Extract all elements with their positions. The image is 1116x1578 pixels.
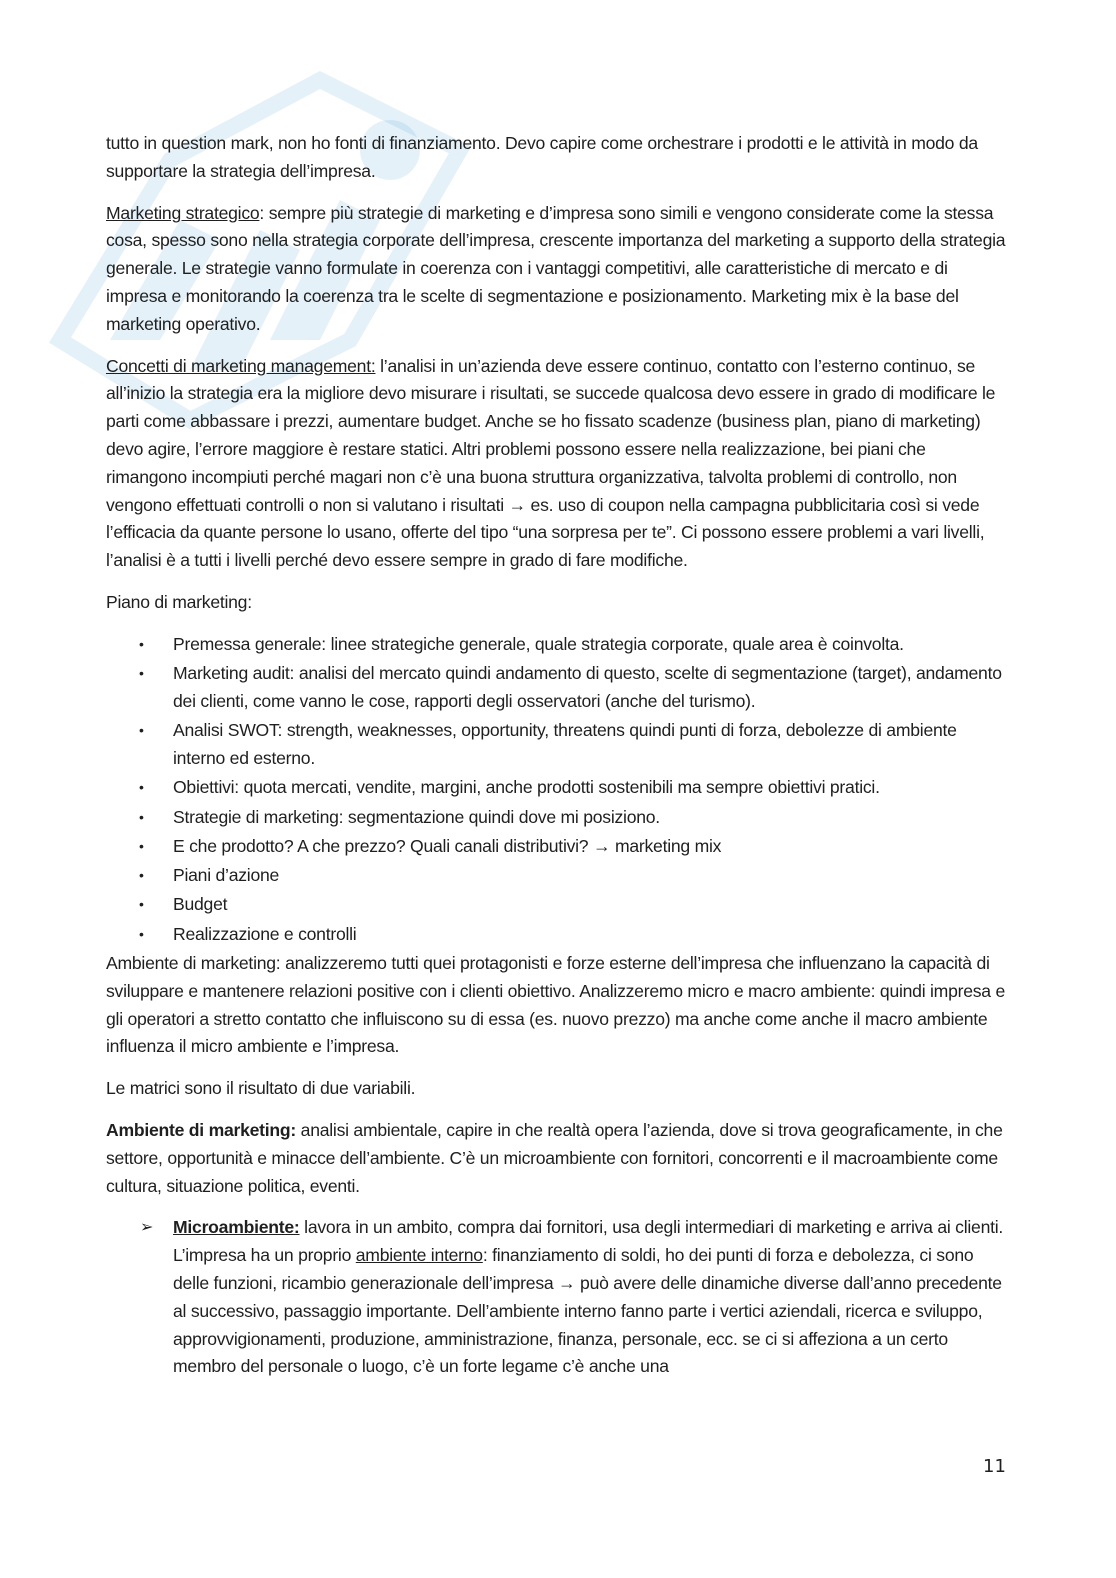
list-item: • Analisi SWOT: strength, weaknesses, opportunity, threatens quindi punti di forza, debolezze di ambiente interno ed esterno. xyxy=(106,717,1011,773)
list-item: • Premessa generale: linee strategiche generale, quale strategia corporate, quale area è coinvolta. xyxy=(106,631,1011,659)
bullet-icon: • xyxy=(139,665,144,682)
arrow-right-icon: → xyxy=(508,494,526,515)
marketing-management-heading: Concetti di marketing management: xyxy=(106,355,376,376)
bullet-icon: • xyxy=(139,925,144,942)
list-item: • Realizzazione e controlli xyxy=(106,921,1011,949)
marketing-plan-list xyxy=(106,631,1011,949)
bullet-icon: • xyxy=(139,808,144,825)
internal-environment-paragraph: L’impresa ha un proprio ambiente interno: finanziamento di soldi, ho dei punti di forza e debolezza, ci sono delle funzioni, ricambio generazionale dell’impresa → può avere delle dinamiche diverse dall’anno precedente al successivo, passaggio importante. Dell’ambiente interno fanno parte i vertici aziendali, ricerca e sviluppo, approvvigionamenti, produzione, amministrazione, finanza, personale, ecc. se ci si affeziona a un certo membro del personale o luogo, c’è un forte legame c’è anche una xyxy=(173,1245,1002,1377)
bullet-icon: • xyxy=(139,896,144,913)
marketing-environment-paragraph xyxy=(106,1117,1011,1200)
marketing-plan-heading: Piano di marketing: xyxy=(106,591,252,612)
microenvironment-heading: Microambiente: xyxy=(173,1217,300,1238)
matrices-paragraph: Le matrici sono il risultato di due variabili. xyxy=(106,1078,416,1099)
page-number: 11 xyxy=(983,1456,1006,1477)
list-item: • Budget xyxy=(106,891,1011,919)
marketing-management-text: l’analisi in un’azienda deve essere continuo, contatto con l’esterno continuo, se all’inizio la strategia era la migliore devo misurare i risultati, se succede qualcosa devo essere in grado di modificare le parti come abbassare i prezzi, aumentare budget. Anche se ho fissato scadenze (business plan, piano di marketing) devo agire, l’errore maggiore è restare statici. Altri problemi possono essere nella realizzazione, bei piani che rimangono incompiuti perché magari non c’è una buona struttura organizzativa, talvolta problemi di controllo, non vengono effettuati controlli o non si valutano i risultati xyxy=(106,355,996,515)
list-item: • Strategie di marketing: segmentazione quindi dove mi posiziono. xyxy=(106,804,1011,832)
internal-environment-term: ambiente interno xyxy=(355,1245,483,1266)
bullet-icon: • xyxy=(139,722,144,739)
arrow-right-icon: → xyxy=(558,1272,576,1293)
list-item: • E che prodotto? A che prezzo? Quali canali distributivi? → marketing mix xyxy=(106,833,1011,861)
microenvironment-intro xyxy=(173,1214,1011,1242)
microenvironment-text: lavora in un ambito, compra dai fornitori, usa degli intermediari di marketing e arriva ai clienti. xyxy=(299,1217,1004,1238)
list-item: • Marketing audit: analisi del mercato quindi andamento di questo, scelte di segmentazione (target), andamento dei clienti, come vanno le cose, rapporti degli osservatori (anche del turismo). xyxy=(106,660,1011,716)
bullet-icon: • xyxy=(139,837,144,854)
bullet-icon: • xyxy=(139,635,144,652)
marketing-environment-text: analisi ambientale, capire in che realtà opera l’azienda, dove si trova geograficamente, in che settore, opportunità e minacce dell’ambiente. C’è un microambiente con fornitori, concorrenti e il macroambiente come cultura, situazione politica, eventi. xyxy=(106,1120,1003,1196)
bullet-icon: • xyxy=(139,779,144,796)
list-item: • Piani d’azione xyxy=(106,862,1011,890)
list-item: • Obiettivi: quota mercati, vendite, margini, anche prodotti sostenibili ma sempre obiettivi pratici. xyxy=(106,774,1011,802)
microenvironment-section xyxy=(106,1214,1011,1381)
page-content xyxy=(106,130,1011,1381)
strategic-marketing-heading: Marketing strategico xyxy=(106,202,260,223)
strategic-marketing-text: : sempre più strategie di marketing e d’impresa sono simili e vengono considerate come la stessa cosa, spesso sono nella strategia corporate dell’impresa, crescente importanza del marketing a supporto della strategia generale. Le strategie vanno formulate in coerenza con i vantaggi competitivi, alle caratteristiche di mercato e di impresa e monitorando la coerenza tra le scelte di segmentazione e posizionamento. Marketing mix è la base del marketing operativo. xyxy=(106,202,1006,334)
marketing-management-paragraph xyxy=(106,353,1011,575)
marketing-environment-heading: Ambiente di marketing: xyxy=(106,1120,297,1140)
marketing-environment-intro: Ambiente di marketing: analizzeremo tutti quei protagonisti e forze esterne dell’impresa che influenzano la capacità di sviluppare e mantenere relazioni positive con i clienti obiettivo. Analizzeremo micro e macro ambiente: quindi impresa e gli operatori a stretto contatto che influiscono su di essa (es. nuovo prezzo) ma anche come anche il macro ambiente influenza il micro ambiente e l’impresa. xyxy=(106,953,1006,1057)
marketing-management-text-cont: es. uso di coupon nella campagna pubblicitaria così si vede l’efficacia da quante persone lo usano, offerte del tipo “una sorpresa per te”. Ci possono essere problemi a vari livelli, l’analisi è a tutti i livelli perché devo essere sempre in grado di fare modifiche. xyxy=(106,494,985,571)
bullet-icon: • xyxy=(139,867,144,884)
strategic-marketing-paragraph xyxy=(106,200,1011,339)
intro-paragraph: tutto in question mark, non ho fonti di finanziamento. Devo capire come orchestrare i prodotti e le attività in modo da supportare la strategia dell’impresa. xyxy=(106,133,978,181)
arrowhead-bullet-icon: ➢ xyxy=(140,1219,154,1237)
